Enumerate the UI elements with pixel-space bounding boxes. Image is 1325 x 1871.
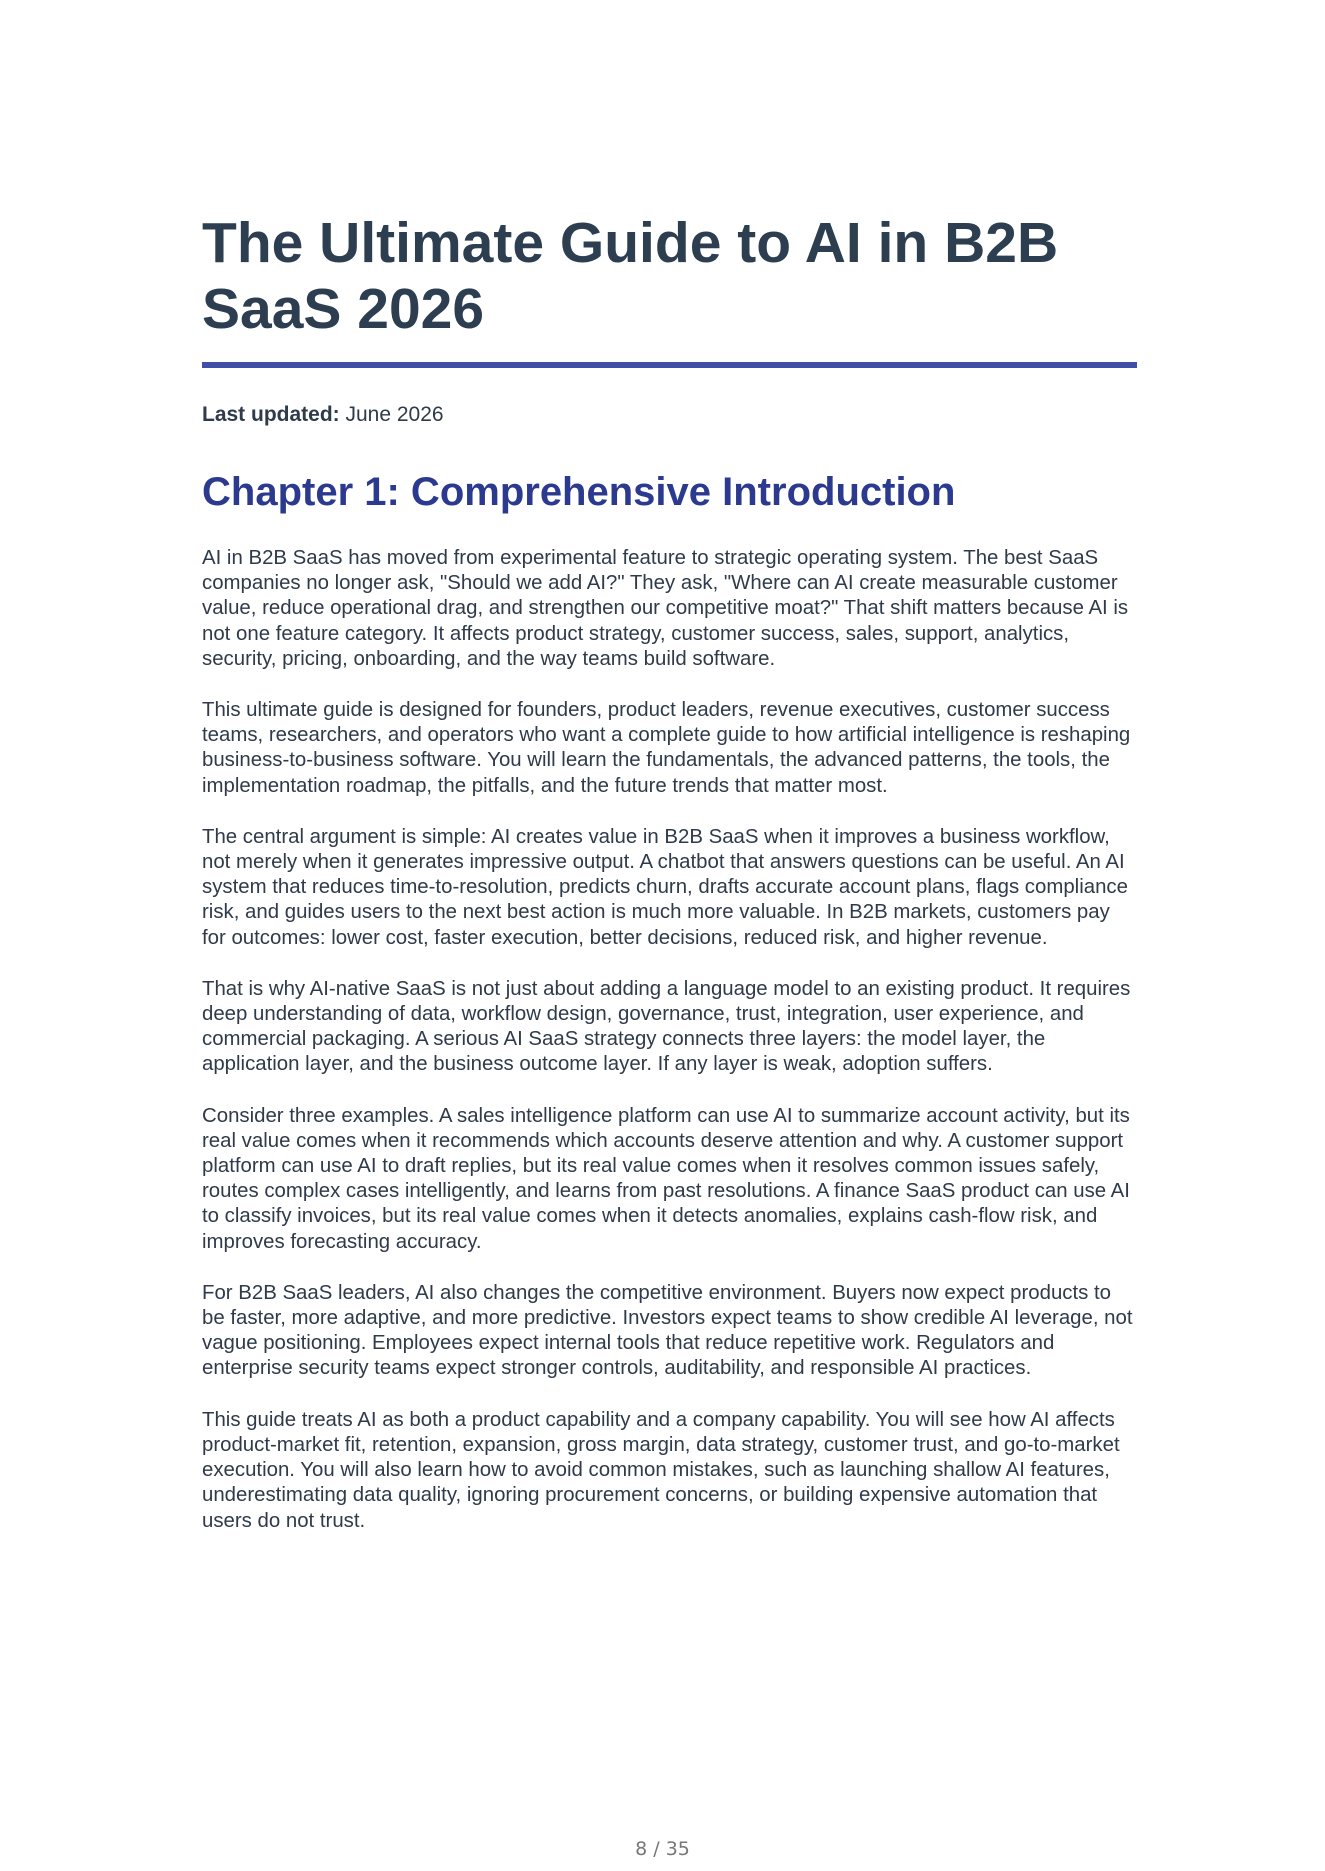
- title-divider: [202, 362, 1137, 368]
- body-paragraph: That is why AI-native SaaS is not just about adding a language model to an existing product. It requires deep understanding of data, workflow design, governance, trust, integration, user experience, and commercial packaging. A serious AI SaaS strategy connects three layers: the model layer, the application layer, and the business outcome layer. If any layer is weak, adoption suffers.: [202, 977, 1131, 1076]
- document-title: The Ultimate Guide to AI in B2B SaaS 2026: [202, 211, 1059, 341]
- document-page: [202, 210, 1137, 1560]
- last-updated-value: June 2026: [339, 403, 444, 426]
- body-paragraph: Consider three examples. A sales intelligence platform can use AI to summarize account activity, but its real value comes when it recommends which accounts deserve attention and why. A customer support platform can use AI to draft replies, but its real value comes when it resolves common issues safely, routes complex cases intelligently, and learns from past resolutions. A finance SaaS product can use AI to classify invoices, but its real value comes when it detects anomalies, explains cash-flow risk, and improves forecasting accuracy.: [202, 1104, 1130, 1253]
- page-number: 8 / 35: [635, 1838, 690, 1860]
- chapter-heading: Chapter 1: Comprehensive Introduction: [202, 470, 956, 514]
- body-paragraph: For B2B SaaS leaders, AI also changes the competitive environment. Buyers now expect products to be faster, more adaptive, and more predictive. Investors expect teams to show credible AI leverage, not vague positioning. Employees expect internal tools that reduce repetitive work. Regulators and enterprise security teams expect stronger controls, auditability, and responsible AI practices.: [202, 1281, 1133, 1380]
- body-paragraph: AI in B2B SaaS has moved from experimental feature to strategic operating system. The best SaaS companies no longer ask, "Should we add AI?" They ask, "Where can AI create measurable customer value, reduce operational drag, and strengthen our competitive moat?" That shift matters because AI is not one feature category. It affects product strategy, customer success, sales, support, analytics, security, pricing, onboarding, and the way teams build software.: [202, 547, 1129, 670]
- last-updated: [202, 402, 1137, 428]
- body-paragraph: This ultimate guide is designed for founders, product leaders, revenue executives, customer success teams, researchers, and operators who want a complete guide to how artificial intelligence is reshaping business-to-business software. You will learn the fundamentals, the advanced patterns, the tools, the implementation roadmap, the pitfalls, and the future trends that matter most.: [202, 699, 1131, 797]
- body-paragraph: This guide treats AI as both a product capability and a company capability. You will see how AI affects product-market fit, retention, expansion, gross margin, data strategy, customer trust, and go-to-market execution. You will also learn how to avoid common mistakes, such as launching shallow AI features, underestimating data quality, ignoring procurement concerns, or building expensive automation that users do not trust.: [202, 1408, 1120, 1532]
- body-paragraph: The central argument is simple: AI creates value in B2B SaaS when it improves a business workflow, not merely when it generates impressive output. A chatbot that answers questions can be useful. An AI system that reduces time-to-resolution, predicts churn, drafts accurate account plans, flags compliance risk, and guides users to the next best action is much more valuable. In B2B markets, customers pay for outcomes: lower cost, faster execution, better decisions, reduced risk, and higher revenue.: [202, 825, 1128, 949]
- chapter-body: [202, 546, 1137, 1534]
- last-updated-label: Last updated:: [202, 403, 340, 426]
